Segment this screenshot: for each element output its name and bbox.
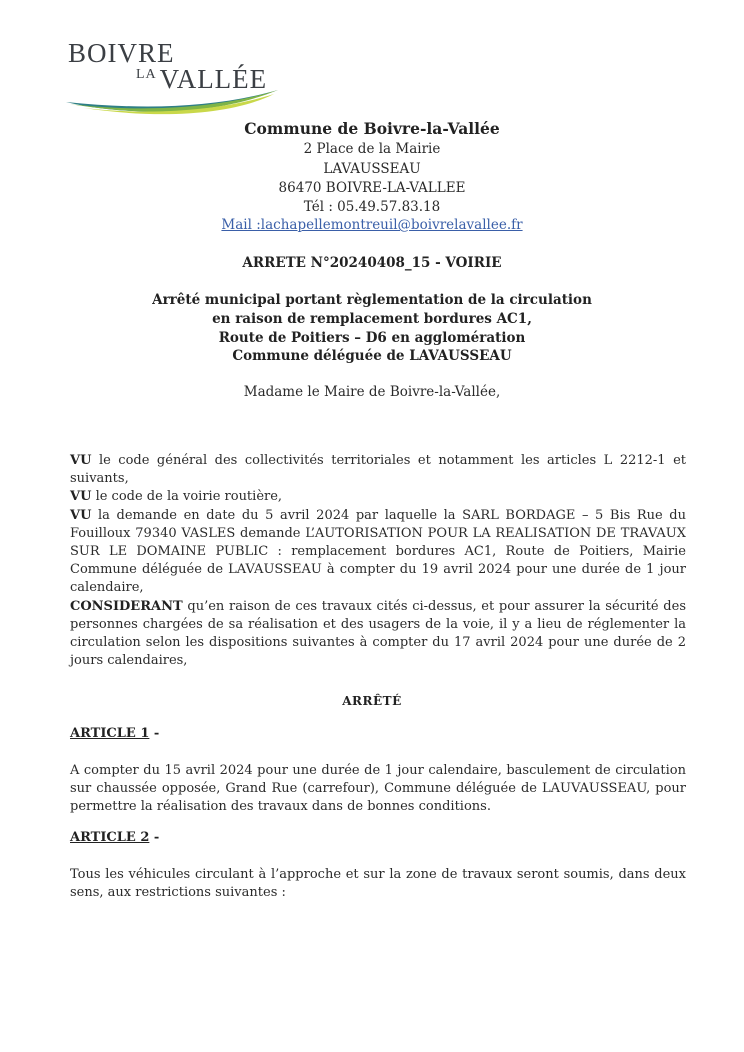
considerant-keyword: VU [70, 507, 92, 523]
arrete-number: ARRETE N°20240408_15 - VOIRIE [242, 255, 502, 271]
logo-text-boivre: BOIVRE [68, 38, 175, 68]
considerant-item [70, 488, 686, 506]
considerant-item [70, 452, 686, 488]
considerant-item [70, 507, 686, 598]
considerant-keyword: VU [70, 489, 92, 505]
article-2-label: ARTICLE 2 [70, 830, 150, 845]
considerant-text: le code de la voirie routière, [91, 489, 283, 505]
subject-line-2: en raison de remplacement bordures AC1, [212, 311, 532, 327]
logo-text-vallee: VALLÉE [159, 64, 268, 94]
article-2-dash: - [149, 830, 160, 845]
phone-number: Tél : 05.49.57.83.18 [303, 199, 441, 215]
considerant-item [70, 598, 686, 671]
subject-line-1: Arrêté municipal portant règlementation de la circulation [152, 292, 592, 308]
logo-text-la: LA [136, 67, 157, 82]
considerant-keyword: VU [70, 453, 92, 468]
considerant-text: qu’en raison de ces travaux cités ci-dessus, et pour assurer la sécurité des personnes chargées de sa réalisation et des usagers de la voie, il y a lieu de réglementer la circulation selon les dispositions suivantes à compter du 17 avril 2024 pour une durée de 2 jours calendaires, [70, 598, 686, 669]
subject-line-3: Route de Poitiers – D6 en agglomération [218, 330, 526, 346]
article-2-text: Tous les véhicules circulant à l’approche et sur la zone de travaux seront soumis, dans deux sens, aux restrictions suivantes : [70, 867, 686, 901]
subject-line-4: Commune déléguée de LAVAUSSEAU [232, 348, 512, 364]
article-2-heading [70, 830, 159, 845]
organization-name: Commune de Boivre-la-Vallée [244, 119, 500, 138]
address-town: LAVAUSSEAU [323, 161, 421, 177]
arrete-heading: ARRÊTÉ [342, 694, 402, 708]
address-street: 2 Place de la Mairie [303, 141, 441, 157]
commune-logo [64, 38, 282, 118]
email-link[interactable]: Mail :lachapellemontreuil@boivrelavallee.fr [221, 217, 523, 233]
article-1-dash: - [149, 726, 160, 741]
considerants-block [70, 452, 686, 670]
considerant-text: la demande en date du 5 avril 2024 par laquelle la SARL BORDAGE – 5 Bis Rue du Fouilloux 79340 VASLES demande L’AUTORISATION POUR LA REALISATION DE TRAVAUX SUR LE DOMAINE PUBLIC : remplacement bordures AC1, Route de Poitiers, Mairie Commune déléguée de LAVAUSSEAU à compter du 19 avril 2024 pour une durée de 1 jour calendaire, [70, 507, 686, 596]
article-1-text: A compter du 15 avril 2024 pour une durée de 1 jour calendaire, basculement de circulation sur chaussée opposée, Grand Rue (carrefour), Commune déléguée de LAUVAUSSEAU, pour permettre la réalisation des travaux dans de bonnes conditions. [70, 763, 686, 815]
maire-salutation: Madame le Maire de Boivre-la-Vallée, [243, 384, 501, 400]
logo-swoosh [64, 82, 282, 118]
article-1-label: ARTICLE 1 [70, 726, 150, 741]
considerant-keyword: CONSIDERANT [70, 598, 183, 614]
address-postcode: 86470 BOIVRE-LA-VALLEE [278, 180, 466, 196]
article-1-heading [70, 726, 159, 741]
considerant-text: le code général des collectivités territoriales et notamment les articles L 2212-1 et suivants, [70, 453, 686, 487]
